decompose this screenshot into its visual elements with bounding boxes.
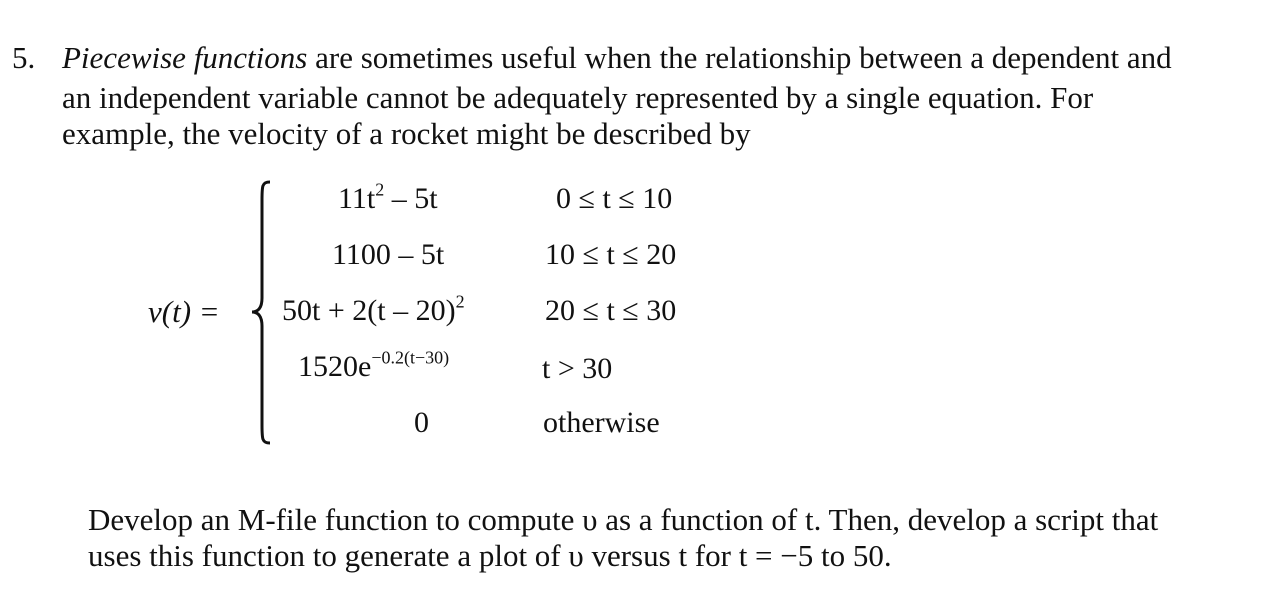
problem-number: 5. [12,40,36,75]
case-expression-2: 1100 – 5t [332,238,445,271]
case-condition-1: 0 ≤ t ≤ 10 [556,182,673,215]
intro-line-1 [62,42,1172,73]
intro-term: Piecewise functions [62,40,308,75]
intro-line-1-rest: are sometimes useful when the relationship between a dependent and [307,40,1172,75]
task-line-1: Develop an M-file function to compute υ as a function of t. Then, develop a script that [88,502,1159,537]
case-expression-1: $11t^2 - 5t$ [338,179,438,215]
task-line-2: uses this function to generate a plot of υ versus t for t = −5 to 50. [88,538,892,573]
case-condition-3: 20 ≤ t ≤ 30 [545,294,677,327]
case-expression-4: $1520e^{-0.2(t-30)}$ [298,347,450,383]
case-expression-5: 0 [414,406,429,439]
case-condition-5: otherwise [543,406,660,439]
case-condition-4: t > 30 [542,352,613,385]
case-condition-2: 10 ≤ t ≤ 20 [545,238,677,271]
intro-line-3: example, the velocity of a rocket might be described by [62,116,751,151]
intro-line-2: an independent variable cannot be adequately represented by a single equation. For [62,80,1094,115]
equation-lhs: v(t) = [148,294,220,329]
case-expression-3: 50t + 2(t – 20)$^2$ [282,291,465,327]
left-brace [250,180,274,445]
